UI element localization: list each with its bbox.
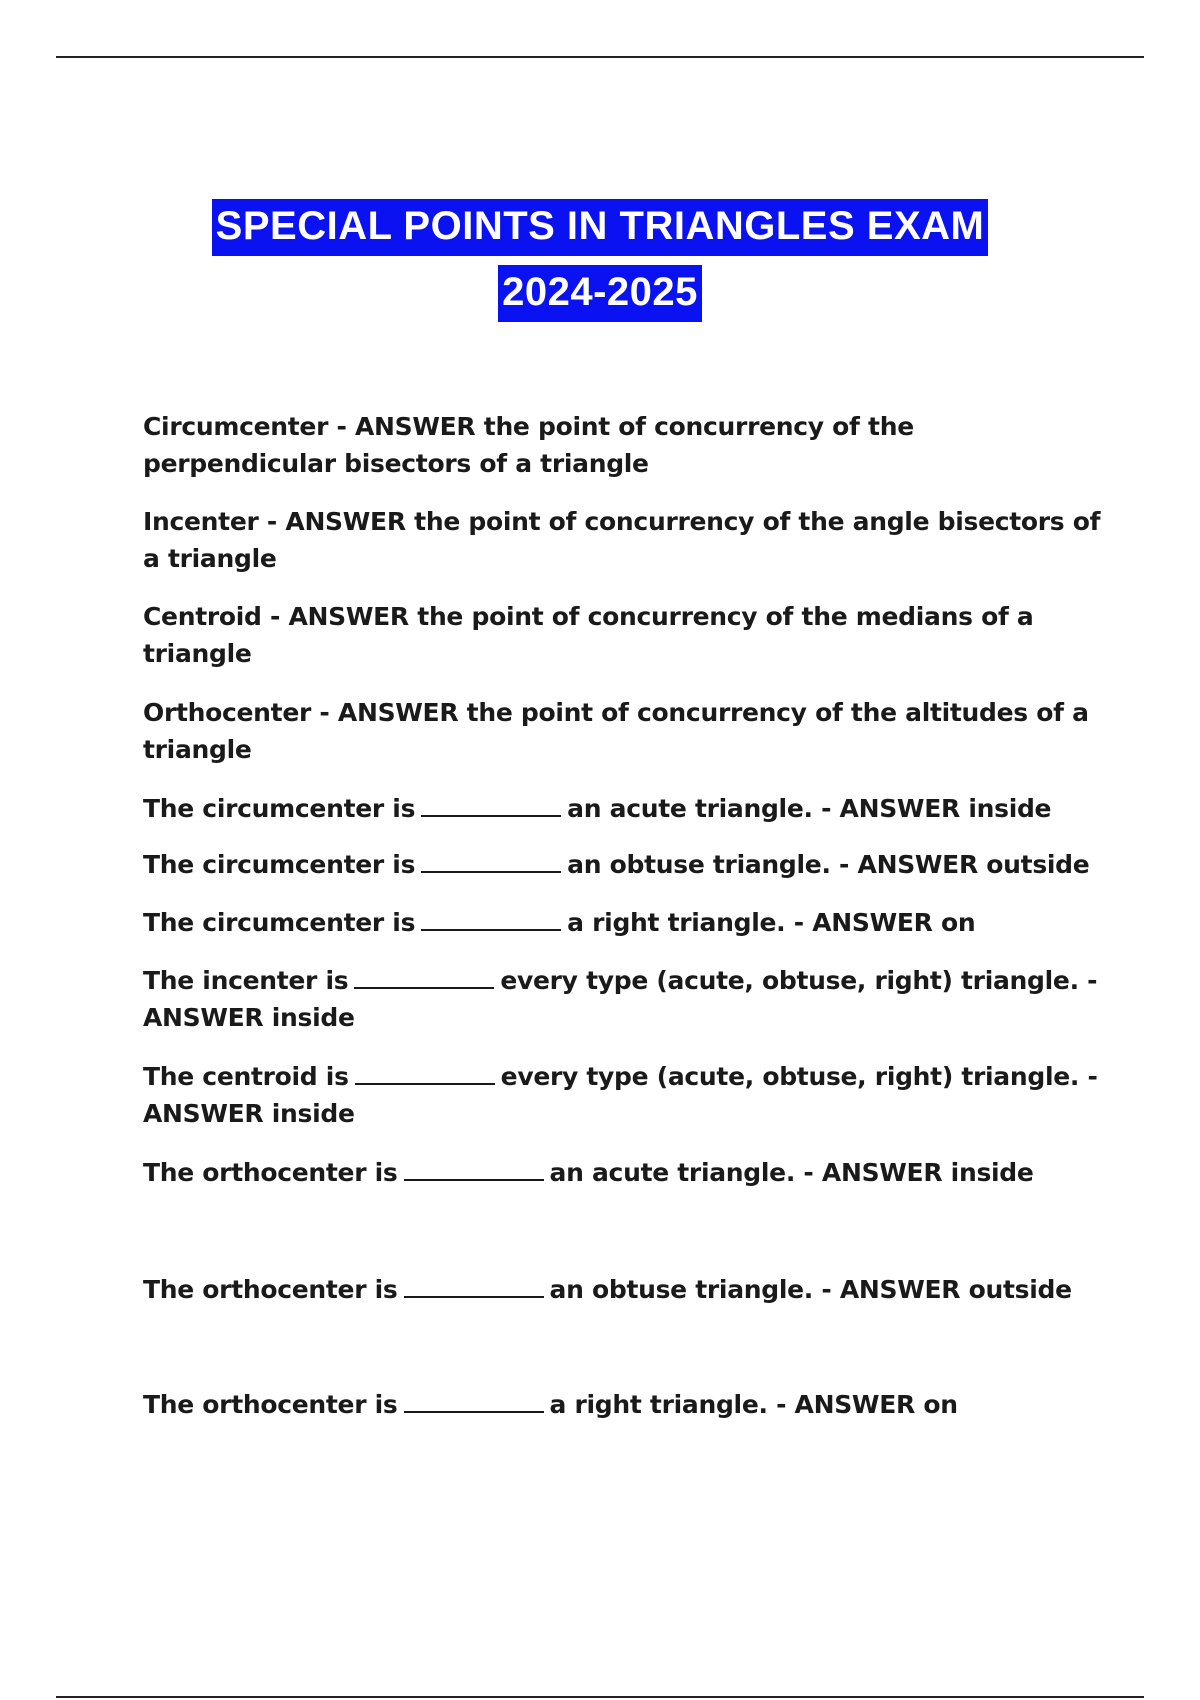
qa-answer: an obtuse triangle. - ANSWER outside	[567, 850, 1090, 879]
qa-prompt: The orthocenter is	[143, 1158, 398, 1187]
qa-prompt: The orthocenter is	[143, 1275, 398, 1304]
answer-blank	[355, 1061, 495, 1085]
qa-prompt: The circumcenter is	[143, 908, 416, 937]
qa-answer: every type (acute, obtuse, right) triangle. - ANSWER inside	[143, 1062, 1098, 1128]
qa-item-orthocenter-definition: Orthocenter - ANSWER the point of concurrency of the altitudes of a triangle	[143, 698, 1089, 764]
qa-answer: every type (acute, obtuse, right) triangle. - ANSWER inside	[143, 966, 1098, 1032]
answer-blank	[404, 1389, 544, 1413]
qa-answer: a right triangle. - ANSWER on	[567, 908, 976, 937]
qa-prompt: The orthocenter is	[143, 1390, 398, 1419]
title-line-2: 2024-2025	[498, 265, 702, 322]
qa-prompt: The circumcenter is	[143, 850, 416, 879]
qa-item-orthocenter-obtuse	[143, 1271, 1103, 1308]
qa-answer: an acute triangle. - ANSWER inside	[549, 1158, 1034, 1187]
qa-prompt: The centroid is	[143, 1062, 349, 1091]
qa-prompt: The circumcenter is	[143, 794, 416, 823]
qa-item-centroid-definition: Centroid - ANSWER the point of concurrency of the medians of a triangle	[143, 602, 1034, 668]
qa-item-circumcenter-right	[143, 904, 1103, 941]
answer-blank	[421, 793, 561, 817]
qa-item-circumcenter-definition: Circumcenter - ANSWER the point of concurrency of the perpendicular bisectors of a triangle	[143, 412, 914, 478]
answer-blank	[354, 965, 494, 989]
answer-blank	[421, 849, 561, 873]
qa-prompt: The incenter is	[143, 966, 349, 995]
answer-blank	[404, 1157, 544, 1181]
qa-item-incenter-definition: Incenter - ANSWER the point of concurrency of the angle bisectors of a triangle	[143, 507, 1101, 573]
answer-blank	[421, 907, 561, 931]
qa-item-circumcenter-obtuse	[143, 846, 1103, 883]
qa-item-circumcenter-acute	[143, 790, 1103, 827]
qa-answer: a right triangle. - ANSWER on	[549, 1390, 958, 1419]
qa-item-centroid-all	[143, 1058, 1103, 1132]
qa-item-incenter-all	[143, 962, 1103, 1036]
page-title	[0, 199, 1200, 256]
title-line-1: SPECIAL POINTS IN TRIANGLES EXAM	[212, 199, 989, 256]
qa-item-orthocenter-right	[143, 1386, 1103, 1423]
qa-answer: an obtuse triangle. - ANSWER outside	[549, 1275, 1072, 1304]
top-rule	[56, 56, 1144, 58]
qa-answer: an acute triangle. - ANSWER inside	[567, 794, 1052, 823]
page-title-year	[0, 265, 1200, 322]
qa-item-orthocenter-acute	[143, 1154, 1103, 1191]
bottom-rule	[56, 1696, 1144, 1698]
answer-blank	[404, 1274, 544, 1298]
